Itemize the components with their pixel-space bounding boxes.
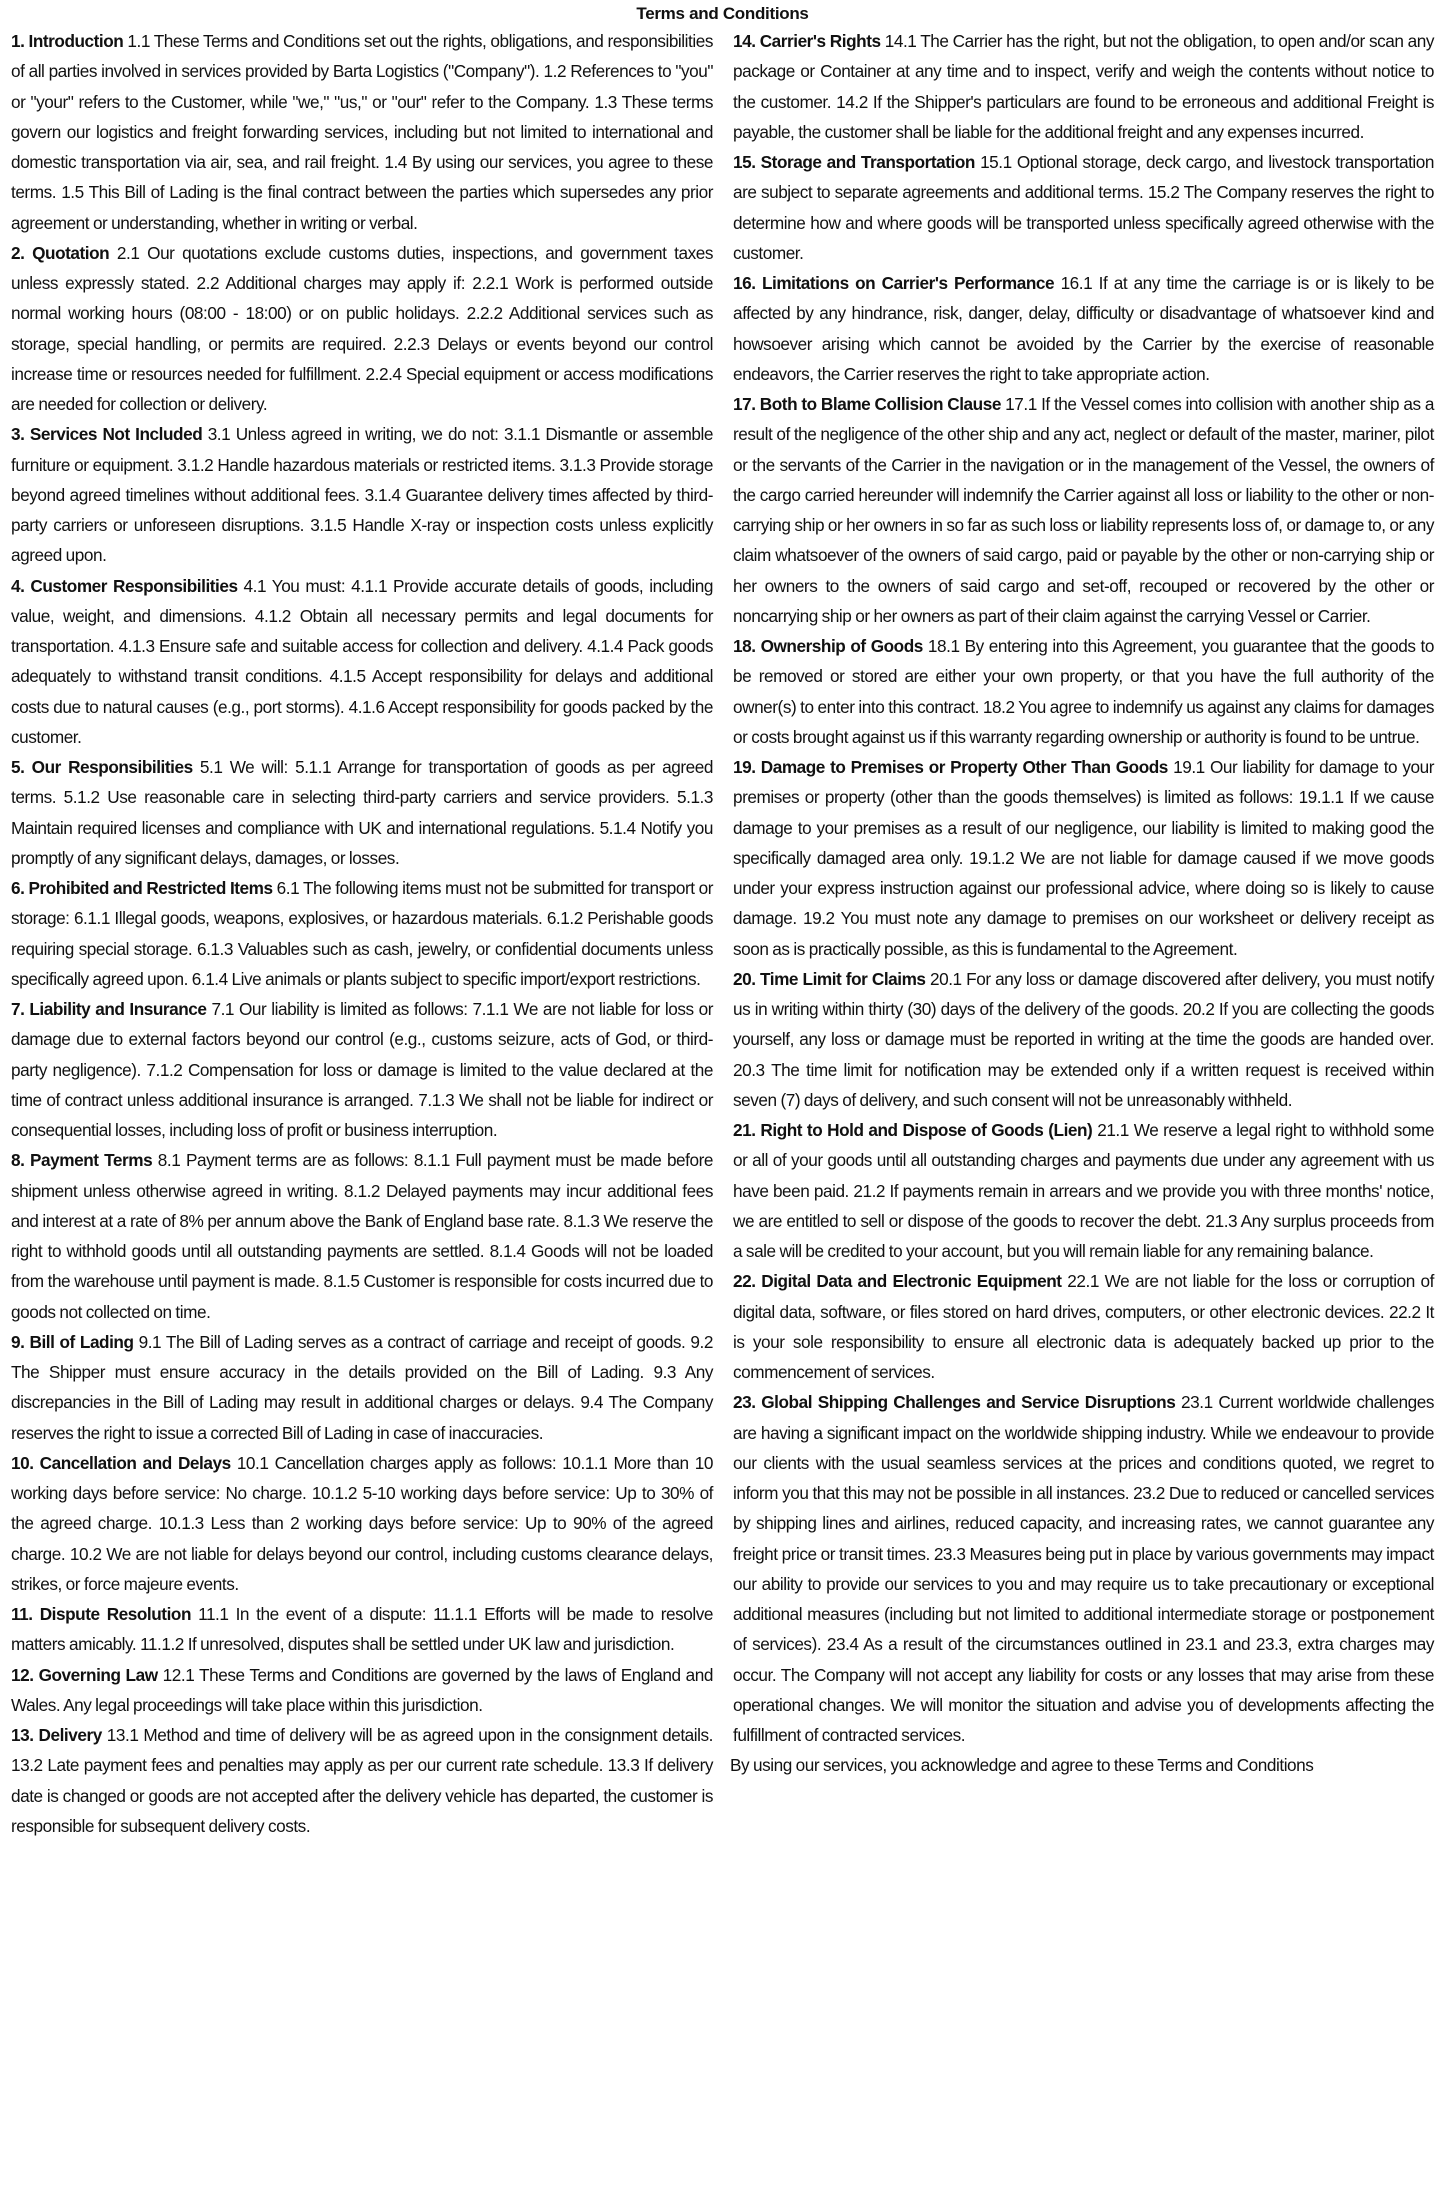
section-body: 23.1 Current worldwide challenges are having a significant impact on the worldwide shipping industry. While we endeavour to provide our clients with the usual seamless services at the prices and conditions quoted, we regret to inform you that this may not be possible in all instances. 23.2 Due to reduced or cancelled services by shipping lines and airlines, reduced capacity, and increasing rates, we cannot guarantee any freight price or transit times. 23.3 Measures being put in place by various governments may impact our ability to provide our services to you and may require us to take precautionary or exceptional additional measures (including but not limited to additional intermediate storage or postponement of services). 23.4 As a result of the circumstances outlined in 23.1 and 23.3, extra charges may occur. The Company will not accept any liability for costs or any losses that may arise from these operational changes. We will monitor the situation and advise you of developments affecting the fulfillment of contracted services. <box>733 1392 1434 1745</box>
section-heading: 19. Damage to Premises or Property Other Than Goods <box>733 757 1168 777</box>
section-body: 21.1 We reserve a legal right to withhold some or all of your goods until all outstanding charges and payments due under any agreement with us have been paid. 21.2 If payments remain in arrears and we provide you with three months' notice, we are entitled to sell or dispose of the goods to recover the debt. 21.3 Any surplus proceeds from a sale will be credited to your account, but you will remain liable for any remaining balance. <box>733 1120 1434 1261</box>
section-heading: 1. Introduction <box>11 31 124 51</box>
section-collision-clause <box>733 389 1434 631</box>
section-heading: 10. Cancellation and Delays <box>11 1452 231 1473</box>
section-heading: 15. Storage and Transportation <box>733 152 975 172</box>
section-body: 14.1 The Carrier has the right, but not the obligation, to open and/or scan any package or Container at any time and to inspect, verify and weigh the contents without notice to the customer. 14.2 If the Shipper's particulars are found to be erroneous and additional Freight is payable, the customer shall be liable for the additional freight and any expenses incurred. <box>733 31 1434 142</box>
section-heading: 18. Ownership of Goods <box>733 636 923 656</box>
section-governing-law <box>11 1660 713 1721</box>
section-body: 5.1 We will: 5.1.1 Arrange for transportation of goods as per agreed terms. 5.1.2 Use reasonable care in selecting third-party carriers and service providers. 5.1.3 Maintain required licenses and compliance with UK and international regulations. 5.1.4 Notify you promptly of any significant delays, damages, or losses. <box>11 757 713 868</box>
section-our-responsibilities <box>11 752 713 873</box>
section-body: 2.1 Our quotations exclude customs duties, inspections, and government taxes unless expressly stated. 2.2 Additional charges may apply if: 2.2.1 Work is performed outside normal working hours (08:00 - 18:00) or on public holidays. 2.2.2 Additional services such as storage, special handling, or permits are required. 2.2.3 Delays or events beyond our control increase time or resources needed for fulfillment. 2.2.4 Special equipment or access modifications are needed for collection or delivery. <box>11 242 714 414</box>
left-column <box>11 26 713 1841</box>
section-payment-terms <box>11 1145 713 1327</box>
section-body: 13.1 Method and time of delivery will be as agreed upon in the consignment details. 13.2 Late payment fees and penalties may apply as per our current rate schedule. 13.3 If delivery date is changed or goods are not accepted after the delivery vehicle has departed, the customer is responsible for subsequent delivery costs. <box>11 1725 713 1836</box>
section-global-shipping-challenges <box>733 1387 1434 1750</box>
section-carriers-rights <box>733 26 1434 147</box>
section-heading: 5. Our Responsibilities <box>11 757 193 777</box>
section-heading: 23. Global Shipping Challenges and Service Disruptions <box>733 1392 1176 1413</box>
section-time-limit-claims <box>733 964 1434 1115</box>
section-heading: 21. Right to Hold and Dispose of Goods (Lien) <box>733 1120 1093 1140</box>
section-introduction <box>11 26 713 238</box>
section-heading: 6. Prohibited and Restricted Items <box>11 878 273 898</box>
section-heading: 14. Carrier's Rights <box>733 31 881 51</box>
section-damage-to-premises <box>733 752 1434 964</box>
section-dispute-resolution <box>11 1599 713 1660</box>
page-title: Terms and Conditions <box>636 4 809 23</box>
section-heading: 13. Delivery <box>11 1725 102 1745</box>
section-body: 4.1 You must: 4.1.1 Provide accurate details of goods, including value, weight, and dimensions. 4.1.2 Obtain all necessary permits and legal documents for transportation. 4.1.3 Ensure safe and suitable access for collection and delivery. 4.1.4 Pack goods adequately to withstand transit conditions. 4.1.5 Accept responsibility for delays and additional costs due to natural causes (e.g., port storms). 4.1.6 Accept responsibility for goods packed by the customer. <box>11 575 713 747</box>
section-delivery <box>11 1720 713 1841</box>
section-heading: 3. Services Not Included <box>11 424 203 445</box>
section-body: 8.1 Payment terms are as follows: 8.1.1 Full payment must be made before shipment unless otherwise agreed in writing. 8.1.2 Delayed payments may incur additional fees and interest at a rate of 8% per annum above the Bank of England base rate. 8.1.3 We reserve the right to withhold goods until all outstanding payments are settled. 8.1.4 Goods will not be loaded from the warehouse until payment is made. 8.1.5 Customer is responsible for costs incurred due to goods not collected on time. <box>11 1150 713 1322</box>
section-cancellation-delays <box>11 1448 713 1599</box>
section-body: 19.1 Our liability for damage to your premises or property (other than the goods themselves) is limited as follows: 19.1.1 If we cause damage to your premises as a result of our negligence, our liability is limited to making good the specifically damaged area only. 19.1.2 We are not liable for damage caused if we move goods under your express instruction against our professional advice, where doing so is likely to cause damage. 19.2 You must note any damage to premises on our worksheet or delivery receipt as soon as is practically possible, as this is fundamental to the Agreement. <box>733 757 1435 959</box>
section-body: 3.1 Unless agreed in writing, we do not: 3.1.1 Dismantle or assemble furniture or equipment. 3.1.2 Handle hazardous materials or restricted items. 3.1.3 Provide storage beyond agreed timelines without additional fees. 3.1.4 Guarantee delivery times affected by third-party carriers or unforeseen disruptions. 3.1.5 Handle X-ray or inspection costs unless explicitly agreed upon. <box>11 424 713 566</box>
section-body: 7.1 Our liability is limited as follows: 7.1.1 We are not liable for loss or damage due to external factors beyond our control (e.g., customs seizure, acts of God, or third-party negligence). 7.1.2 Compensation for loss or damage is limited to the value declared at the time of contract unless additional insurance is arranged. 7.1.3 We shall not be liable for indirect or consequential losses, including loss of profit or business interruption. <box>11 999 713 1140</box>
closing-statement: By using our services, you acknowledge and agree to these Terms and Conditions <box>730 1755 1314 1776</box>
section-body: 1.1 These Terms and Conditions set out the rights, obligations, and responsibilities of all parties involved in services provided by Barta Logistics ("Company"). 1.2 References to "you" or "your" refers to the Customer, while "we," "us," or "our" refer to the Company. 1.3 These terms govern our logistics and freight forwarding services, including but not limited to international and domestic transportation via air, sea, and rail freight. 1.4 By using our services, you agree to these terms. 1.5 This Bill of Lading is the final contract between the parties which supersedes any prior agreement or understanding, whether in writing or verbal. <box>11 31 713 233</box>
section-services-not-included <box>11 419 713 570</box>
section-bill-of-lading <box>11 1327 713 1448</box>
section-body: 10.1 Cancellation charges apply as follows: 10.1.1 More than 10 working days before service: No charge. 10.1.2 5-10 working days before service: Up to 30% of the agreed charge. 10.1.3 Less than 2 working days before service: Up to 90% of the agreed charge. 10.2 We are not liable for delays beyond our control, including customs clearance delays, strikes, or force majeure events. <box>11 1452 713 1594</box>
section-heading: 2. Quotation <box>11 242 110 263</box>
section-body: 22.1 We are not liable for the loss or corruption of digital data, software, or files stored on hard drives, computers, or other electronic devices. 22.2 It is your sole responsibility to ensure all electronic data is adequately backed up prior to the commencement of services. <box>733 1271 1434 1382</box>
section-body: 20.1 For any loss or damage discovered after delivery, you must notify us in writing within thirty (30) days of the delivery of the goods. 20.2 If you are collecting the goods yourself, any loss or damage must be reported in writing at the time the goods are handed over. 20.3 The time limit for notification may be extended only if a written request is received within seven (7) days of delivery, and such consent will not be unreasonably withheld. <box>733 968 1434 1110</box>
section-heading: 9. Bill of Lading <box>11 1331 134 1352</box>
section-heading: 12. Governing Law <box>11 1664 158 1685</box>
section-body: 17.1 If the Vessel comes into collision with another ship as a result of the negligence of the other ship and any act, neglect or default of the master, mariner, pilot or the servants of the Carrier in the navigation or in the management of the Vessel, the owners of the cargo carried hereunder will indemnify the Carrier against all loss or liability to the other or non-carrying ship or her owners in so far as such loss or liability represents loss of, or damage to, or any claim whatsoever of the owners of said cargo, paid or payable by the other or non-carrying ship or her owners to the owners of said cargo and set-off, recouped or recovered by the other or noncarrying ship or her owners as part of their claim against the carrying Vessel or Carrier. <box>733 394 1434 626</box>
section-prohibited-items <box>11 873 713 994</box>
section-body: 18.1 By entering into this Agreement, you guarantee that the goods to be removed or stored are either your own property, or that you have the full authority of the owner(s) to enter into this contract. 18.2 You agree to indemnify us against any claims for damages or costs brought against us if this warranty regarding ownership or authority is found to be untrue. <box>733 636 1434 747</box>
section-lien <box>733 1115 1434 1266</box>
section-heading: 16. Limitations on Carrier's Performance <box>733 273 1055 293</box>
section-heading: 20. Time Limit for Claims <box>733 968 926 989</box>
section-storage-transportation <box>733 147 1434 268</box>
section-body: 11.1 In the event of a dispute: 11.1.1 Efforts will be made to resolve matters amicably. 11.1.2 If unresolved, disputes shall be settled under UK law and jurisdiction. <box>11 1604 714 1655</box>
section-body: 16.1 If at any time the carriage is or is likely to be affected by any hindrance, risk, danger, delay, difficulty or disadvantage of whatsoever kind and howsoever arising which cannot be avoided by the Carrier by the exercise of reasonable endeavors, the Carrier reserves the right to take appropriate action. <box>733 273 1434 384</box>
section-body: 15.1 Optional storage, deck cargo, and livestock transportation are subject to separate agreements and additional terms. 15.2 The Company reserves the right to determine how and where goods will be transported unless specifically agreed otherwise with the customer. <box>733 152 1434 263</box>
section-liability-insurance <box>11 994 713 1145</box>
section-ownership-of-goods <box>733 631 1434 752</box>
section-heading: 11. Dispute Resolution <box>11 1604 191 1624</box>
section-digital-data <box>733 1266 1434 1387</box>
right-column <box>730 26 1435 1781</box>
section-heading: 4. Customer Responsibilities <box>11 575 238 596</box>
section-heading: 7. Liability and Insurance <box>11 999 207 1019</box>
section-body: 12.1 These Terms and Conditions are governed by the laws of England and Wales. Any legal proceedings will take place within this jurisdiction. <box>11 1664 714 1715</box>
section-carrier-performance-limitations <box>733 268 1434 389</box>
section-heading: 17. Both to Blame Collision Clause <box>733 394 1001 414</box>
section-body: 9.1 The Bill of Lading serves as a contract of carriage and receipt of goods. 9.2 The Shipper must ensure accuracy in the details provided on the Bill of Lading. 9.3 Any discrepancies in the Bill of Lading may result in additional charges or delays. 9.4 The Company reserves the right to issue a corrected Bill of Lading in case of inaccuracies. <box>11 1331 713 1443</box>
section-body: 6.1 The following items must not be submitted for transport or storage: 6.1.1 Illegal goods, weapons, explosives, or hazardous materials. 6.1.2 Perishable goods requiring special storage. 6.1.3 Valuables such as cash, jewelry, or confidential documents unless specifically agreed upon. 6.1.4 Live animals or plants subject to specific import/export restrictions. <box>11 878 713 989</box>
section-customer-responsibilities <box>11 571 713 753</box>
section-heading: 22. Digital Data and Electronic Equipment <box>733 1271 1062 1292</box>
section-heading: 8. Payment Terms <box>11 1150 153 1171</box>
section-quotation <box>11 238 713 420</box>
